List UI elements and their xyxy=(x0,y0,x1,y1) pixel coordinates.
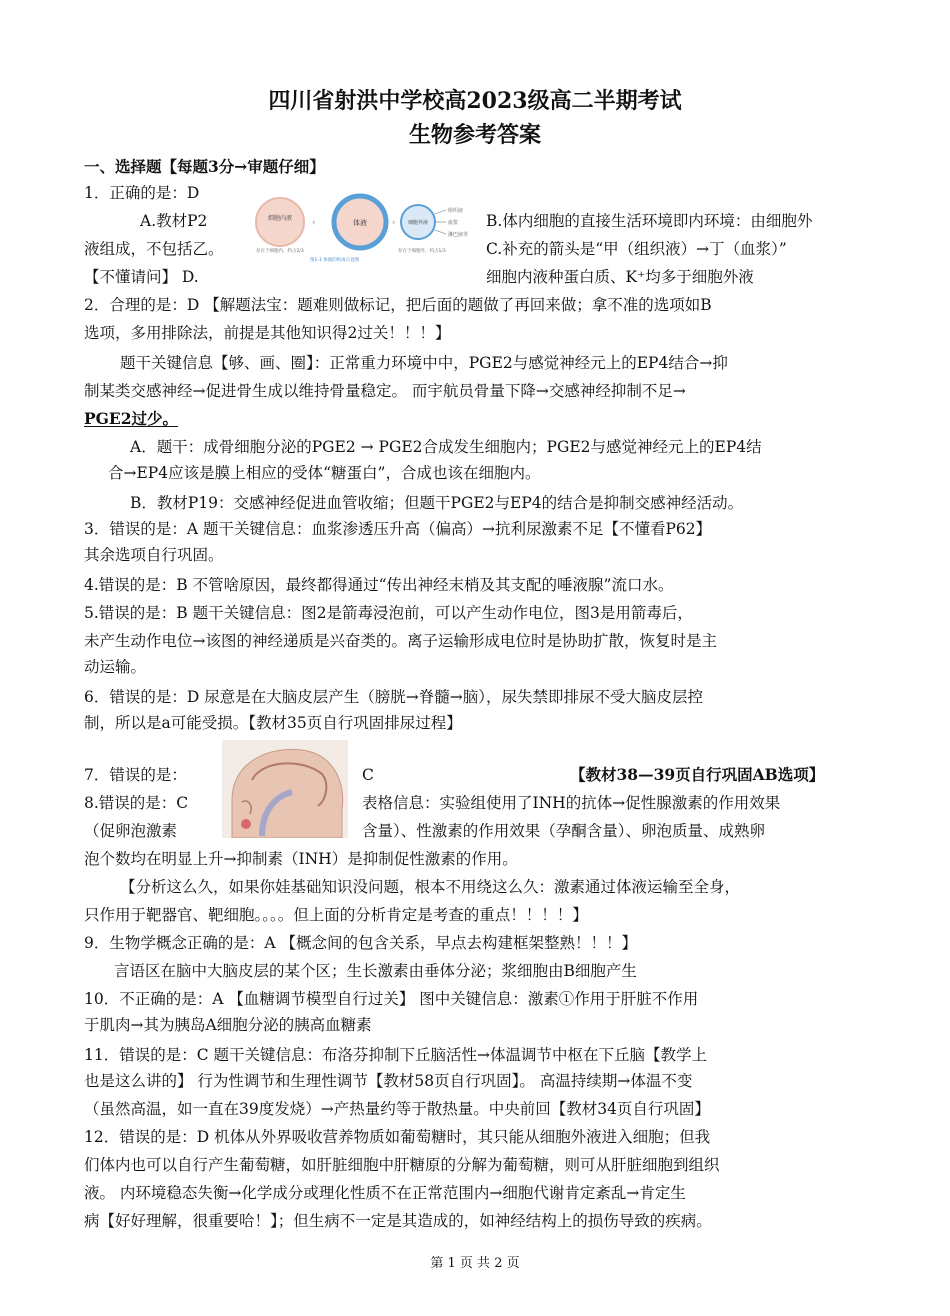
q7-answer: C xyxy=(362,766,374,784)
q2-a-line1: A．题干：成骨细胞分泌的PGE2 → PGE2合成发生细胞内；PGE2与感觉神经元上的EP4结 xyxy=(130,438,762,456)
q8-line2a: （促卵泡激素 xyxy=(84,822,178,840)
body-fluid-figure xyxy=(250,192,480,264)
q1-line1: 1．正确的是：D xyxy=(84,184,200,202)
q8-line5: 只作用于靶器官、靶细胞。。。。但上面的分析肯定是考查的重点！！！！】 xyxy=(84,906,588,924)
brain-figure xyxy=(222,740,348,838)
q1-option-b: B.体内细胞的直接生活环境即内环境：由细胞外 xyxy=(486,212,813,230)
q9-line1: 9．生物学概念正确的是：A 【概念间的包含关系，早点去构建框架整熟！！！】 xyxy=(84,934,637,952)
fig-mid-label: 体液 xyxy=(353,219,367,227)
q1-option-c: C.补充的箭头是“甲（组织液）→丁（血浆）” xyxy=(486,240,787,258)
q2-line2: 选项，多用排除法，前提是其他知识得2过关！！！】 xyxy=(84,324,451,342)
q9-line2: 言语区在脑中大脑皮层的某个区；生长激素由垂体分泌；浆细胞由B细胞产生 xyxy=(114,962,637,980)
q7-note: 【教材38—39页自行巩固AB选项】 xyxy=(570,765,825,784)
q1-line2: 液组成，不包括乙。 xyxy=(84,240,224,258)
fig-tissue-fluid: 组织液 xyxy=(448,208,464,214)
q8-line4: 【分析这么久，如果你娃基础知识没问题，根本不用绕这么久：激素通过体液运输至全身， xyxy=(120,878,741,896)
q8-line2b: 含量）、性激素的作用效果（孕酮含量）、卵泡质量、成熟卵 xyxy=(362,822,766,840)
q5-line3: 动运输。 xyxy=(84,658,147,676)
q3-line1: 3．错误的是：A 题干关键信息：血浆渗透压升高（偏高）→抗利尿激素不足【不懂看P62】 xyxy=(84,520,712,538)
q11-line2: 也是这么讲的】 行为性调节和生理性调节【教材58页自行巩固】。 高温持续期→体温不变 xyxy=(84,1072,693,1090)
fig-plasma: 血浆 xyxy=(448,220,459,226)
fig-cap-left: 存在于细胞内，约占2/3 xyxy=(256,249,304,254)
q10-line2: 于肌肉→其为胰岛A细胞分泌的胰高血糖素 xyxy=(84,1016,372,1034)
fig-lymph: 淋巴液等 xyxy=(448,232,469,238)
q12-line4: 病【好好理解，很重要哈！】；但生病不一定是其造成的，如神经结构上的损伤导致的疾病。 xyxy=(84,1212,712,1230)
q5-line1: 5.错误的是：B 题干关键信息：图2是箭毒浸泡前，可以产生动作电位，图3是用箭毒后， xyxy=(84,604,693,622)
q8-line3: 泡个数均在明显上升→抑制素（INH）是抑制促性激素的作用。 xyxy=(84,850,518,868)
q2-b-line: B．教材P19：交感神经促进血管收缩；但题干PGE2与EP4的结合是抑制交感神经活动。 xyxy=(130,494,744,512)
q2-line5: PGE2过少。 xyxy=(84,409,178,428)
q6-line2: 制，所以是a可能受损。【教材35页自行巩固排尿过程】 xyxy=(84,714,462,732)
q2-line1: 2．合理的是：D 【解题法宝：题难则做标记，把后面的题做了再回来做；拿不准的选项如B xyxy=(84,296,712,314)
q12-line3: 液。 内环境稳态失衡→化学成分或理化性质不在正常范围内→细胞代谢肯定紊乱→肯定生 xyxy=(84,1184,686,1202)
q1-line3: 【不懂请问】 D. xyxy=(84,268,199,286)
svg-text:›: › xyxy=(392,218,396,228)
q8-line1: 表格信息：实验组使用了INH的抗体→促性腺激素的作用效果 xyxy=(362,794,781,812)
q12-line1: 12．错误的是：D 机体从外界吸收营养物质如葡萄糖时，其只能从细胞外液进入细胞；但我 xyxy=(84,1128,711,1146)
fig-caption: 图1-1 体液的组成示意图 xyxy=(310,258,360,263)
q4-line: 4.错误的是：B 不管啥原因，最终都得通过“传出神经末梢及其支配的唾液腺”流口水。 xyxy=(84,576,674,594)
q1-option-d: 细胞内液种蛋白质、K⁺均多于细胞外液 xyxy=(486,268,754,286)
page-subtitle: 生物参考答案 xyxy=(408,122,541,148)
fig-right-label: 细胞外液 xyxy=(407,220,429,226)
q2-line4: 制某类交感神经→促进骨生成以维持骨量稳定。 而宇航员骨量下降→交感神经抑制不足→ xyxy=(84,382,686,400)
q6-line1: 6．错误的是：D 尿意是在大脑皮层产生（膀胱→脊髓→脑），尿失禁即排尿不受大脑皮层控 xyxy=(84,688,703,706)
q10-line1: 10．不正确的是：A 【血糖调节模型自行过关】 图中关键信息：激素①作用于肝脏不作用 xyxy=(84,990,699,1008)
q2-line3: 题干关键信息【够、画、圈】：正常重力环境中中，PGE2与感觉神经元上的EP4结合→抑 xyxy=(120,354,728,372)
q12-line2: 们体内也可以自行产生葡萄糖，如肝脏细胞中肝糖原的分解为葡萄糖，则可从肝脏细胞到组织 xyxy=(84,1156,720,1174)
q8-label: 8.错误的是：C xyxy=(84,794,189,812)
section-heading: 一、选择题【每题3分→审题仔细】 xyxy=(84,157,325,176)
page-title: 四川省射洪中学校高2023级高二半期考试 xyxy=(268,88,682,114)
q3-line2: 其余选项自行巩固。 xyxy=(84,546,224,564)
q11-line3: （虽然高温，如一直在39度发烧）→产热量约等于散热量。中央前回【教材34页自行巩固】 xyxy=(84,1100,710,1118)
page-footer: 第 1 页 共 2 页 xyxy=(430,1256,520,1271)
q5-line2: 未产生动作电位→该图的神经递质是兴奋类的。离子运输形成电位时是协助扩散，恢复时是主 xyxy=(84,632,717,650)
q11-line1: 11．错误的是：C 题干关键信息：布洛芬抑制下丘脑活性→体温调节中枢在下丘脑【教学上 xyxy=(84,1046,707,1064)
q7-label: 7．错误的是： xyxy=(84,766,187,784)
svg-text:‹: ‹ xyxy=(312,218,316,228)
q1-option-a: A.教材P2 xyxy=(140,212,208,230)
q2-a-line2: 合→EP4应该是膜上相应的受体“糖蛋白”，合成也该在细胞内。 xyxy=(108,464,541,482)
fig-cap-right: 存在于细胞外，约占1/3 xyxy=(398,249,446,254)
fig-left-label: 细胞内液 xyxy=(267,215,293,222)
